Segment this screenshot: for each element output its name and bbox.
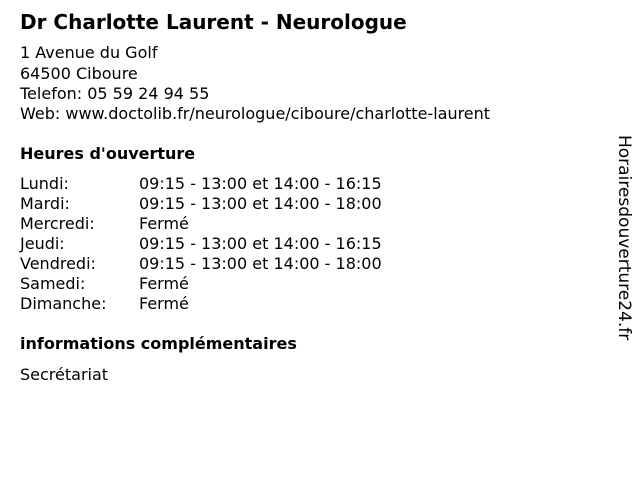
website-line: Web: www.doctolib.fr/neurologue/ciboure/charlotte-laurent	[20, 104, 491, 123]
address-street: 1 Avenue du Golf	[20, 43, 158, 62]
hours-value: Fermé	[139, 274, 189, 293]
additional-info-text: Secrétariat	[20, 365, 109, 384]
doctor-info-card	[20, 0, 600, 480]
hours-value: Fermé	[139, 214, 189, 233]
additional-info-heading: informations complémentaires	[20, 334, 297, 353]
hours-row-friday	[20, 254, 440, 274]
hours-row-saturday	[20, 274, 440, 294]
day-label: Vendredi:	[20, 254, 96, 273]
hours-value: 09:15 - 13:00 et 14:00 - 16:15	[139, 174, 382, 193]
opening-hours-heading: Heures d'ouverture	[20, 144, 196, 163]
hours-row-sunday	[20, 294, 440, 314]
hours-row-tuesday	[20, 194, 440, 214]
site-watermark: Horairesdouverture24.fr	[614, 135, 634, 341]
address-city: 64500 Ciboure	[20, 64, 138, 83]
hours-row-monday	[20, 174, 440, 194]
day-label: Jeudi:	[20, 234, 65, 253]
phone-line: Telefon: 05 59 24 94 55	[20, 84, 210, 103]
hours-value: 09:15 - 13:00 et 14:00 - 16:15	[139, 234, 382, 253]
hours-value: 09:15 - 13:00 et 14:00 - 18:00	[139, 194, 382, 213]
hours-value: 09:15 - 13:00 et 14:00 - 18:00	[139, 254, 382, 273]
hours-row-thursday	[20, 234, 440, 254]
day-label: Lundi:	[20, 174, 69, 193]
day-label: Samedi:	[20, 274, 86, 293]
day-label: Mercredi:	[20, 214, 95, 233]
hours-value: Fermé	[139, 294, 189, 313]
day-label: Mardi:	[20, 194, 70, 213]
hours-row-wednesday	[20, 214, 440, 234]
day-label: Dimanche:	[20, 294, 107, 313]
doctor-title: Dr Charlotte Laurent - Neurologue	[20, 10, 407, 34]
